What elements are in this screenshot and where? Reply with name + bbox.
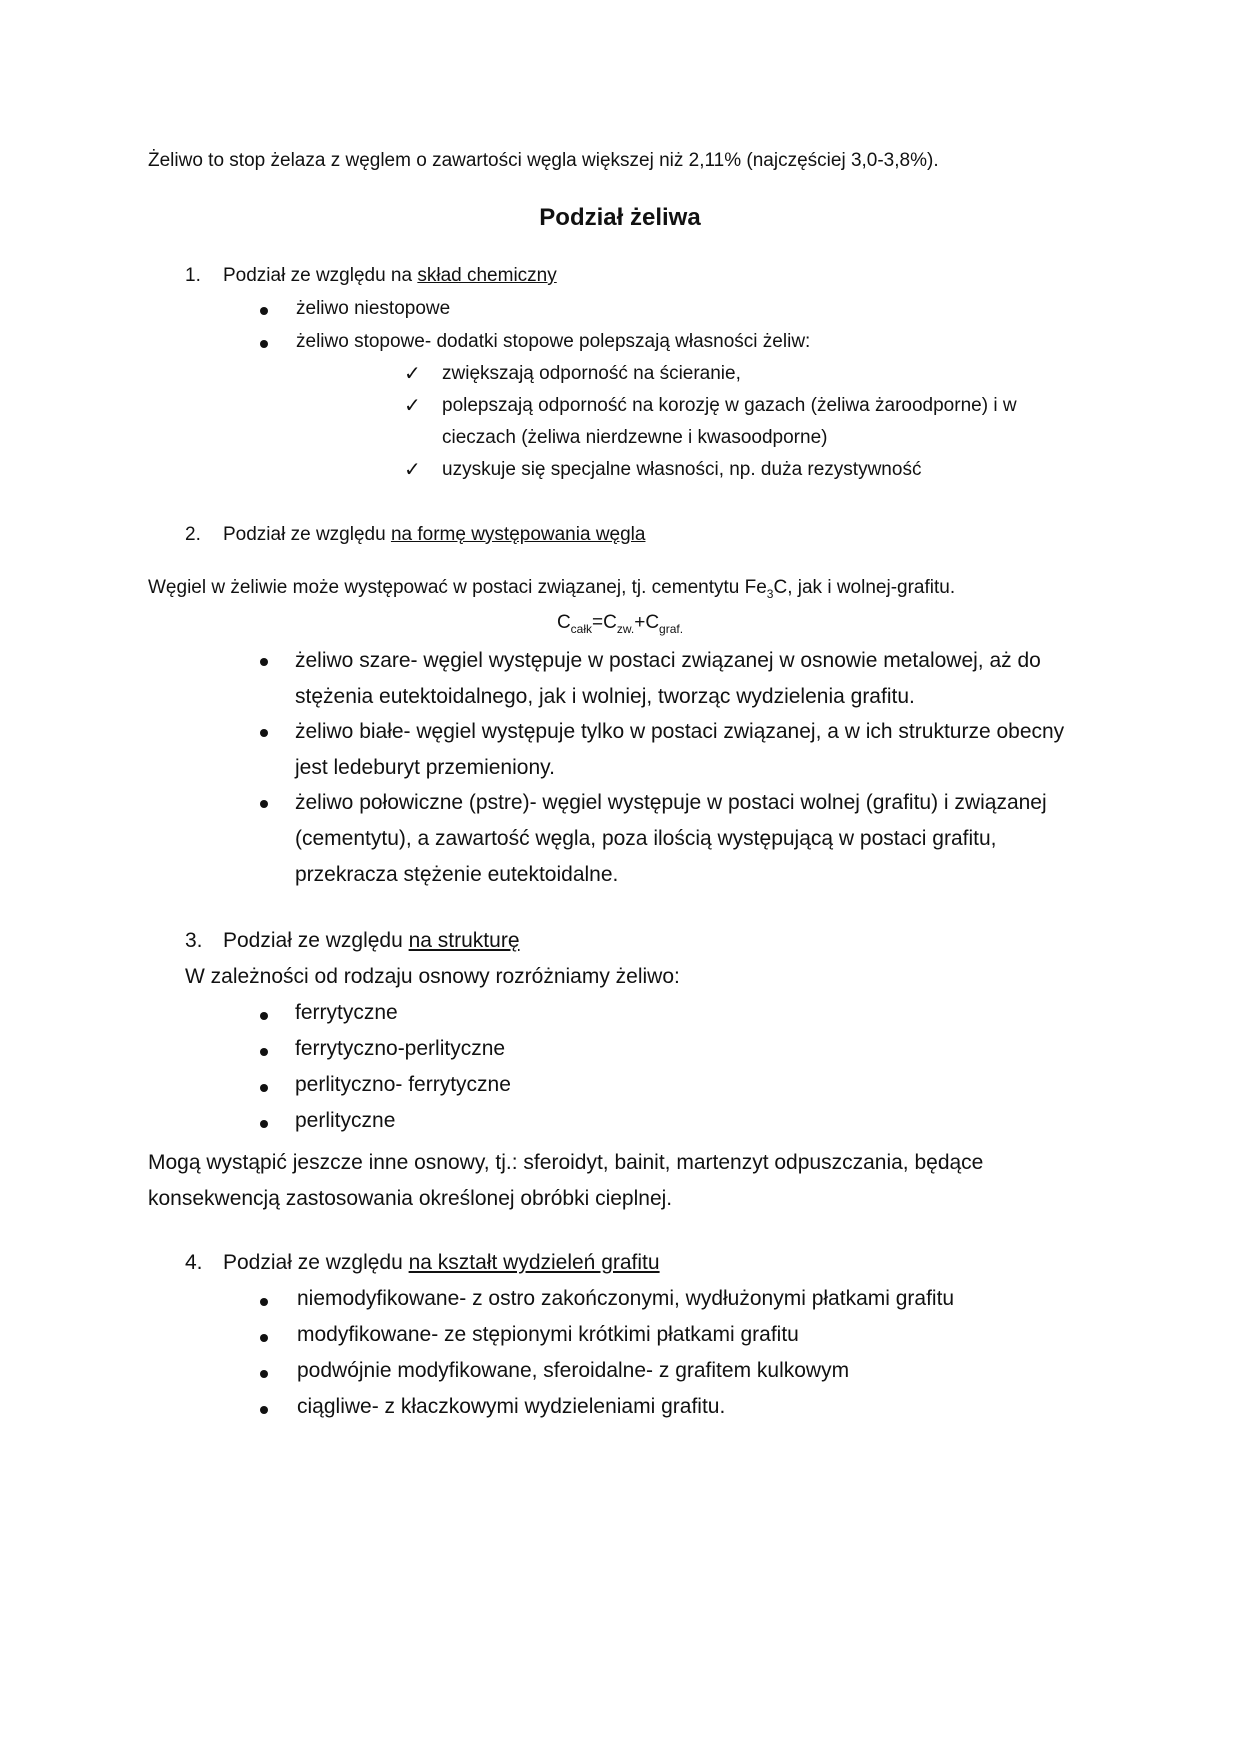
section-4-heading	[185, 1251, 660, 1275]
list-item-text: żeliwo połowiczne (pstre)- węgiel występuje w postaci wolnej (grafitu) i związanej (cementytu), a zawartość węgla, poza ilością występującą w postaci grafitu, przekracza stężenie eutektoidalne.	[295, 791, 1047, 886]
carbon-formula	[0, 612, 1240, 636]
formula-subscript: całk	[570, 621, 593, 636]
list-item-text: podwójnie modyfikowane, sferoidalne- z grafitem kulkowym	[297, 1359, 850, 1382]
section-topic: na kształt wydzieleń grafitu	[408, 1251, 660, 1274]
formula-operator: +	[634, 612, 646, 633]
checkmark-icon: ✓	[404, 395, 421, 417]
intro-text-part: Węgiel w żeliwie może występować w postaci związanej, tj. cementytu Fe	[148, 577, 767, 598]
section-number: 1.	[185, 265, 201, 286]
list-item-text: żeliwo białe- węgiel występuje tylko w postaci związanej, a w ich strukturze obecny jest ledeburyt przemieniony.	[295, 720, 1065, 779]
section-number: 2.	[185, 524, 201, 545]
checkmark-icon: ✓	[404, 363, 421, 385]
section-topic: skład chemiczny	[417, 265, 557, 286]
bullet-icon	[260, 729, 268, 737]
check-item-text: zwiększają odporność na ścieranie,	[442, 363, 741, 384]
bullet-icon	[260, 1406, 268, 1414]
section-label: Podział ze względu	[223, 1251, 409, 1274]
formula-subscript: zw.	[616, 621, 635, 636]
list-item-text: żeliwo niestopowe	[296, 298, 451, 319]
bullet-icon	[260, 307, 268, 315]
checkmark-icon: ✓	[404, 459, 421, 481]
section-label: Podział ze względu	[223, 524, 391, 545]
bullet-icon	[260, 1370, 268, 1378]
list-item-text: modyfikowane- ze stępionymi krótkimi płatkami grafitu	[297, 1323, 799, 1346]
intro-text-part: C, jak i wolnej-grafitu.	[773, 577, 956, 598]
check-item-text: uzyskuje się specjalne własności, np. duża rezystywność	[442, 459, 922, 480]
formula-subscript: graf.	[659, 621, 684, 636]
list-item-text: niemodyfikowane- z ostro zakończonymi, wydłużonymi płatkami grafitu	[297, 1287, 955, 1310]
intro-text: Żeliwo to stop żelaza z węglem o zawartości węgla większej niż 2,11% (najczęściej 3,0-3,8%).	[148, 150, 939, 171]
section-3-heading	[185, 929, 520, 953]
check-item-text-continued: cieczach (żeliwa nierdzewne i kwasoodporne)	[442, 427, 828, 448]
list-item-text: ferrytyczno-perlityczne	[295, 1037, 506, 1060]
section-label: Podział ze względu na	[223, 265, 418, 286]
page-title: Podział żeliwa	[539, 204, 701, 231]
section-2-heading	[185, 524, 645, 546]
section-number: 3.	[185, 929, 203, 952]
bullet-icon	[260, 1084, 268, 1092]
list-item-text: perlityczno- ferrytyczne	[295, 1073, 511, 1096]
list-item-text: ferrytyczne	[295, 1001, 398, 1024]
bullet-icon	[260, 1298, 268, 1306]
formula-symbol: C	[603, 612, 617, 633]
bullet-icon	[260, 340, 268, 348]
section-3-outro: Mogą wystąpić jeszcze inne osnowy, tj.: sferoidyt, bainit, martenzyt odpuszczania, będące konsekwencją zastosowania określonej obróbki cieplnej.	[148, 1151, 984, 1210]
list-item-text: żeliwo stopowe- dodatki stopowe polepszają własności żeliw:	[296, 331, 811, 352]
bullet-icon	[260, 1334, 268, 1342]
bullet-icon	[260, 1012, 268, 1020]
section-number: 4.	[185, 1251, 203, 1274]
formula-operator: =	[592, 612, 604, 633]
section-1-heading	[185, 265, 557, 287]
check-item-text: polepszają odporność na korozję w gazach (żeliwa żaroodporne) i w	[442, 395, 1017, 416]
list-item-text: ciągliwe- z kłaczkowymi wydzieleniami grafitu.	[297, 1395, 726, 1418]
bullet-icon	[260, 800, 268, 808]
formula-symbol: C	[645, 612, 660, 633]
bullet-icon	[260, 1048, 268, 1056]
list-item-text: żeliwo szare- węgiel występuje w postaci związanej w osnowie metalowej, aż do stężenia eutektoidalnego, jak i wolniej, tworząc wydzielenia grafitu.	[295, 649, 1041, 708]
bullet-icon	[260, 658, 268, 666]
section-2-intro	[148, 577, 955, 601]
section-label: Podział ze względu	[223, 929, 409, 952]
subscript: 3	[766, 586, 774, 601]
section-topic: na formę występowania węgla	[390, 524, 646, 545]
list-item-text: perlityczne	[295, 1109, 396, 1132]
formula-symbol: C	[556, 612, 571, 633]
section-topic: na strukturę	[408, 929, 520, 952]
section-3-intro: W zależności od rodzaju osnowy rozróżniamy żeliwo:	[185, 965, 680, 988]
bullet-icon	[260, 1120, 268, 1128]
